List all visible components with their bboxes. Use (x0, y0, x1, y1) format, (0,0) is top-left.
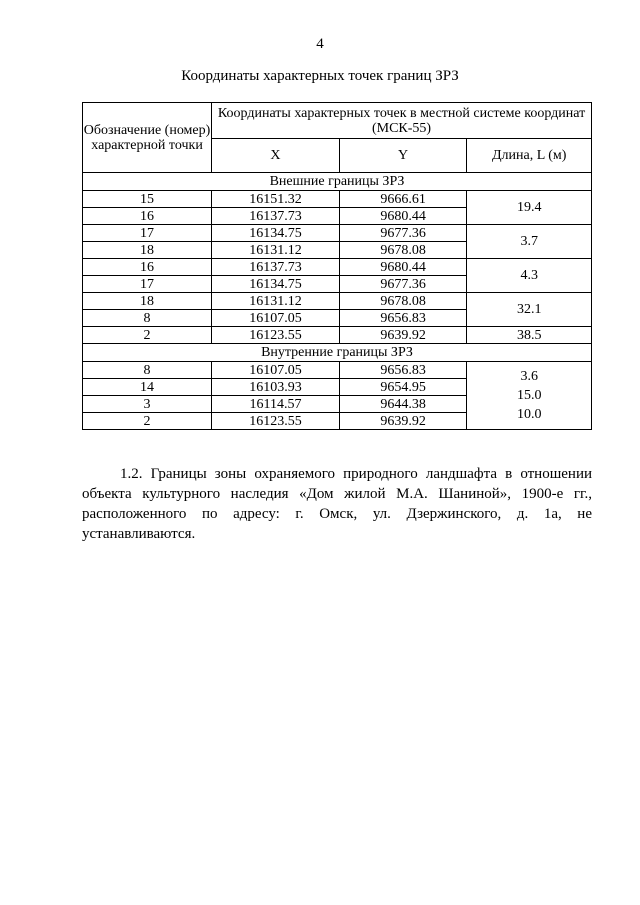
table-row (83, 225, 592, 242)
table-row (83, 259, 592, 276)
header-x: X (212, 139, 340, 173)
table-row (83, 191, 592, 208)
y-value: 9678.08 (339, 242, 467, 259)
x-value: 16107.05 (212, 362, 340, 379)
y-value: 9644.38 (339, 396, 467, 413)
point-number: 14 (83, 379, 212, 396)
point-number: 17 (83, 276, 212, 293)
y-value: 9654.95 (339, 379, 467, 396)
y-value: 9639.92 (339, 413, 467, 430)
point-number: 2 (83, 327, 212, 344)
header-coordinates: Координаты характерных точек в местной системе координат (МСК-55) (212, 103, 592, 139)
point-number: 18 (83, 242, 212, 259)
inner-lengths-cell (467, 362, 592, 430)
length-value: 10.0 (516, 407, 542, 422)
header-point-designation: Обозначение (номер) характерной точки (83, 103, 212, 173)
x-value: 16123.55 (212, 327, 340, 344)
length-value: 32.1 (467, 293, 592, 327)
coordinates-table (82, 102, 592, 430)
length-value: 15.0 (516, 388, 542, 403)
point-number: 3 (83, 396, 212, 413)
x-value: 16134.75 (212, 276, 340, 293)
x-value: 16151.32 (212, 191, 340, 208)
x-value: 16137.73 (212, 208, 340, 225)
point-number: 16 (83, 208, 212, 225)
length-value: 3.6 (520, 369, 538, 384)
point-number: 8 (83, 310, 212, 327)
length-value: 19.4 (467, 191, 592, 225)
document-title: Координаты характерных точек границ ЗРЗ (181, 68, 459, 84)
body-paragraph: 1.2. Границы зоны охраняемого природного ландшафта в отношении объекта культурного наследия «Дом жилой М.А. Шаниной», 1900-е гг., расположенного по адресу: г. Омск, ул. Дзержинского, д. 1а, не устанавливаются. (82, 466, 592, 542)
x-value: 16114.57 (212, 396, 340, 413)
header-length: Длина, L (м) (467, 139, 592, 173)
x-value: 16103.93 (212, 379, 340, 396)
point-number: 18 (83, 293, 212, 310)
x-value: 16107.05 (212, 310, 340, 327)
length-value: 4.3 (467, 259, 592, 293)
table-row (83, 327, 592, 344)
length-value: 38.5 (467, 327, 592, 344)
y-value: 9639.92 (339, 327, 467, 344)
y-value: 9666.61 (339, 191, 467, 208)
x-value: 16131.12 (212, 242, 340, 259)
x-value: 16134.75 (212, 225, 340, 242)
point-number: 8 (83, 362, 212, 379)
length-value: 3.7 (467, 225, 592, 259)
page-number: 4 (316, 36, 324, 52)
point-number: 16 (83, 259, 212, 276)
y-value: 9656.83 (339, 310, 467, 327)
x-value: 16137.73 (212, 259, 340, 276)
header-y: Y (339, 139, 467, 173)
y-value: 9680.44 (339, 259, 467, 276)
point-number: 15 (83, 191, 212, 208)
section-inner-boundaries: Внутренние границы ЗРЗ (83, 344, 592, 362)
y-value: 9678.08 (339, 293, 467, 310)
table-row (83, 362, 592, 379)
point-number: 2 (83, 413, 212, 430)
y-value: 9677.36 (339, 276, 467, 293)
table-row (83, 293, 592, 310)
x-value: 16131.12 (212, 293, 340, 310)
y-value: 9656.83 (339, 362, 467, 379)
y-value: 9677.36 (339, 225, 467, 242)
y-value: 9680.44 (339, 208, 467, 225)
x-value: 16123.55 (212, 413, 340, 430)
section-outer-boundaries: Внешние границы ЗРЗ (83, 173, 592, 191)
point-number: 17 (83, 225, 212, 242)
